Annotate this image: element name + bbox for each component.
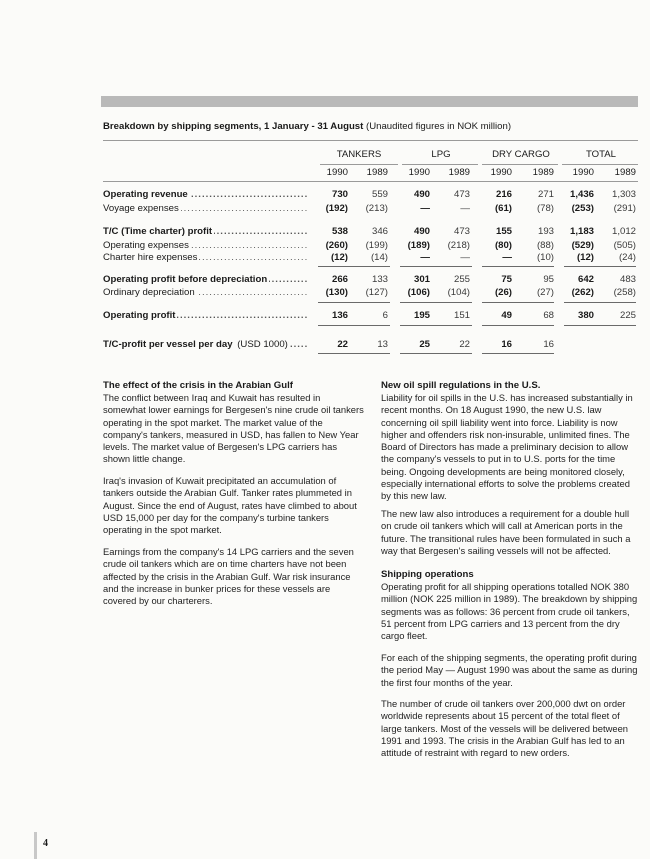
total-rule xyxy=(318,302,390,303)
table-cell: 22 xyxy=(459,339,470,350)
left-paragraph: Earnings from the company's 14 LPG carriers and the seven crude oil tankers which are on time charters have not been affected by the crisis in the Arabian Gulf. War risk insurance and the increase in bunker prices for these vessels are covered by our charterers. xyxy=(103,546,354,607)
table-cell: 136 xyxy=(331,310,348,321)
row-label xyxy=(103,240,308,251)
table-cell: — xyxy=(502,252,512,263)
total-rule xyxy=(318,266,390,267)
year-header: 1989 xyxy=(532,167,554,178)
table-cell: — xyxy=(460,252,470,263)
group-header-total: TOTAL xyxy=(585,149,617,160)
table-cell: 6 xyxy=(382,310,388,321)
table-cell: (291) xyxy=(613,203,636,214)
table-cell: 25 xyxy=(419,339,430,350)
table-cell: 346 xyxy=(371,226,388,237)
right-paragraph: For each of the shipping segments, the operating profit during the period May — August 1990 was about the same as during the first four months of the year. xyxy=(381,652,638,688)
table-cell: (218) xyxy=(447,240,470,251)
table-cell: (199) xyxy=(365,240,388,251)
group-header-dry-cargo: DRY CARGO xyxy=(492,149,550,160)
table-cell: 22 xyxy=(337,339,348,350)
table-cell: 155 xyxy=(495,226,512,237)
row-label xyxy=(103,310,308,321)
total-rule xyxy=(318,353,390,354)
table-cell: (130) xyxy=(325,287,348,298)
table-caption xyxy=(103,121,633,132)
total-rule xyxy=(400,266,472,267)
table-cell: — xyxy=(460,203,470,214)
row-label xyxy=(103,226,308,237)
table-cell: 49 xyxy=(501,310,512,321)
row-label-text: Operating revenue xyxy=(103,189,188,200)
year-header: 1989 xyxy=(366,167,388,178)
table-cell: 16 xyxy=(501,339,512,350)
total-rule xyxy=(564,325,636,326)
header-bar xyxy=(101,96,638,107)
row-label xyxy=(103,252,308,263)
table-cell: 271 xyxy=(537,189,554,200)
table-cell: 151 xyxy=(453,310,470,321)
table-cell: (24) xyxy=(618,252,636,263)
table-cell: (505) xyxy=(613,240,636,251)
group-rule-dry-cargo xyxy=(482,164,558,165)
table-cell: (192) xyxy=(325,203,348,214)
table-cell: (14) xyxy=(370,252,388,263)
table-cell: (10) xyxy=(536,252,554,263)
row-label-text: T/C (Time charter) profit xyxy=(103,226,213,237)
table-cell: 68 xyxy=(543,310,554,321)
right-paragraph: The number of crude oil tankers over 200,000 dwt on order worldwide represents about 15 percent of the total fleet of large tankers. Most of the vessels will be delivered between 1991 and 1993. The crisis in the Arabian Gulf has led to an attitude of restraint with regard to new orders. xyxy=(381,698,629,759)
table-cell: 538 xyxy=(331,226,348,237)
table-cell: (106) xyxy=(407,287,430,298)
year-header: 1990 xyxy=(408,167,430,178)
total-rule xyxy=(400,325,472,326)
total-rule xyxy=(400,353,472,354)
table-cell: (253) xyxy=(571,203,594,214)
year-header: 1989 xyxy=(448,167,470,178)
group-rule-lpg xyxy=(402,164,478,165)
table-caption-note: (Unaudited figures in NOK million) xyxy=(363,121,512,132)
left-paragraph: Iraq's invasion of Kuwait precipitated an accumulation of tankers outside the Arabian Gulf. Tanker rates plummeted in August. Since the end of August, rates have climbed to about USD 15,000 per day for the company's turbine tankers operating in the spot market. xyxy=(103,475,357,536)
table-cell: (262) xyxy=(571,287,594,298)
row-label-text: Operating expenses xyxy=(103,240,189,251)
table-header-rule xyxy=(103,181,638,182)
table-cell: 13 xyxy=(377,339,388,350)
table-cell: (78) xyxy=(536,203,554,214)
table-cell: (213) xyxy=(365,203,388,214)
total-rule xyxy=(400,302,472,303)
table-cell: (104) xyxy=(447,287,470,298)
year-header: 1990 xyxy=(326,167,348,178)
row-label-suffix: (USD 1000) xyxy=(234,339,288,350)
table-cell: 75 xyxy=(501,274,512,285)
margin-mark xyxy=(34,832,37,859)
table-cell: 483 xyxy=(619,274,636,285)
table-cell: (88) xyxy=(536,240,554,251)
row-label xyxy=(103,274,308,285)
row-label-text: Operating profit xyxy=(103,310,176,321)
table-cell: 473 xyxy=(453,226,470,237)
table-cell: 1,183 xyxy=(569,226,594,237)
table-cell: 195 xyxy=(413,310,430,321)
table-cell: 1,303 xyxy=(611,189,636,200)
table-cell: 380 xyxy=(577,310,594,321)
table-cell: — xyxy=(420,252,430,263)
total-rule xyxy=(564,266,636,267)
table-cell: 255 xyxy=(453,274,470,285)
year-header: 1990 xyxy=(572,167,594,178)
group-header-lpg: LPG xyxy=(431,149,451,160)
table-caption-bold: Breakdown by shipping segments, 1 January - 31 August xyxy=(103,121,364,132)
total-rule xyxy=(482,353,554,354)
right-paragraph: Operating profit for all shipping operations totalled NOK 380 million (NOK 225 million in 1989). The breakdown by shipping segments was as follows: 36 percent from crude oil tankers, 51 percent from LPG carriers and 13 percent from the dry cargo fleet. xyxy=(381,581,638,642)
year-header: 1990 xyxy=(490,167,512,178)
page-number: 4 xyxy=(43,838,48,849)
table-cell: (529) xyxy=(571,240,594,251)
group-rule-total xyxy=(562,164,638,165)
table-cell: 133 xyxy=(371,274,388,285)
table-cell: 193 xyxy=(537,226,554,237)
table-cell: — xyxy=(420,203,430,214)
table-cell: 95 xyxy=(543,274,554,285)
total-rule xyxy=(318,325,390,326)
table-cell: (127) xyxy=(365,287,388,298)
table-cell: 216 xyxy=(495,189,512,200)
table-cell: 490 xyxy=(413,189,430,200)
table-cell: 301 xyxy=(413,274,430,285)
table-cell: (80) xyxy=(494,240,512,251)
table-cell: (258) xyxy=(613,287,636,298)
table-cell: 473 xyxy=(453,189,470,200)
left-heading: The effect of the crisis in the Arabian Gulf xyxy=(103,380,293,391)
table-cell: 730 xyxy=(331,189,348,200)
total-rule xyxy=(564,302,636,303)
table-cell: 1,436 xyxy=(569,189,594,200)
total-rule xyxy=(482,302,554,303)
table-cell: 642 xyxy=(577,274,594,285)
table-cell: 266 xyxy=(331,274,348,285)
right-heading-oil-spill: New oil spill regulations in the U.S. xyxy=(381,380,541,391)
row-label xyxy=(103,203,308,214)
group-header-tankers: TANKERS xyxy=(336,149,382,160)
year-header: 1989 xyxy=(614,167,636,178)
row-label xyxy=(103,189,308,200)
total-rule xyxy=(482,266,554,267)
table-cell: 16 xyxy=(543,339,554,350)
left-paragraph: The conflict between Iraq and Kuwait has resulted in somewhat lower earnings for Bergesen's nine crude oil tankers operating in the spot market. The market value of the company's tankers, measured in USD, has fallen to New Year levels. The market value of Bergesen's LPG carriers has shown little change. xyxy=(103,392,364,465)
table-cell: (26) xyxy=(494,287,512,298)
table-cell: (12) xyxy=(576,252,594,263)
table-cell: (61) xyxy=(494,203,512,214)
table-cell: (12) xyxy=(330,252,348,263)
right-paragraph: Liability for oil spills in the U.S. has increased substantially in recent months. On 18 August 1990, the new U.S. law concerning oil spill liability went into force. Liability is now higher and offenders risk non-insurable, unlimited fines. The Board of Directors has made a preliminary decision to allow the company's vessels to put in to U.S. ports for the time being. Ongoing developments are being monitored closely, especially international efforts to solve the problems created by this new law. xyxy=(381,392,633,502)
table-cell: 225 xyxy=(619,310,636,321)
right-paragraph: The new law also introduces a requirement for a double hull on crude oil tankers which will call at American ports in the future. The transitional rules have been formulated in such a way that Bergesen's sailing vessels will not be affected. xyxy=(381,508,631,556)
table-cell: (260) xyxy=(325,240,348,251)
row-label xyxy=(103,339,308,350)
right-heading-shipping: Shipping operations xyxy=(381,569,474,580)
total-rule xyxy=(482,325,554,326)
row-label-text: Ordinary depreciation xyxy=(103,287,195,298)
table-top-rule xyxy=(103,140,638,141)
table-cell: 490 xyxy=(413,226,430,237)
table-cell: 1,012 xyxy=(611,226,636,237)
row-label-text: T/C-profit per vessel per day xyxy=(103,339,233,350)
group-rule-tankers xyxy=(320,164,398,165)
table-cell: (27) xyxy=(536,287,554,298)
row-label xyxy=(103,287,308,298)
table-cell: (189) xyxy=(407,240,430,251)
row-label-text: Charter hire expenses xyxy=(103,252,198,263)
row-label-text: Operating profit before depreciation xyxy=(103,274,268,285)
table-cell: 559 xyxy=(371,189,388,200)
row-label-text: Voyage expenses xyxy=(103,203,179,214)
